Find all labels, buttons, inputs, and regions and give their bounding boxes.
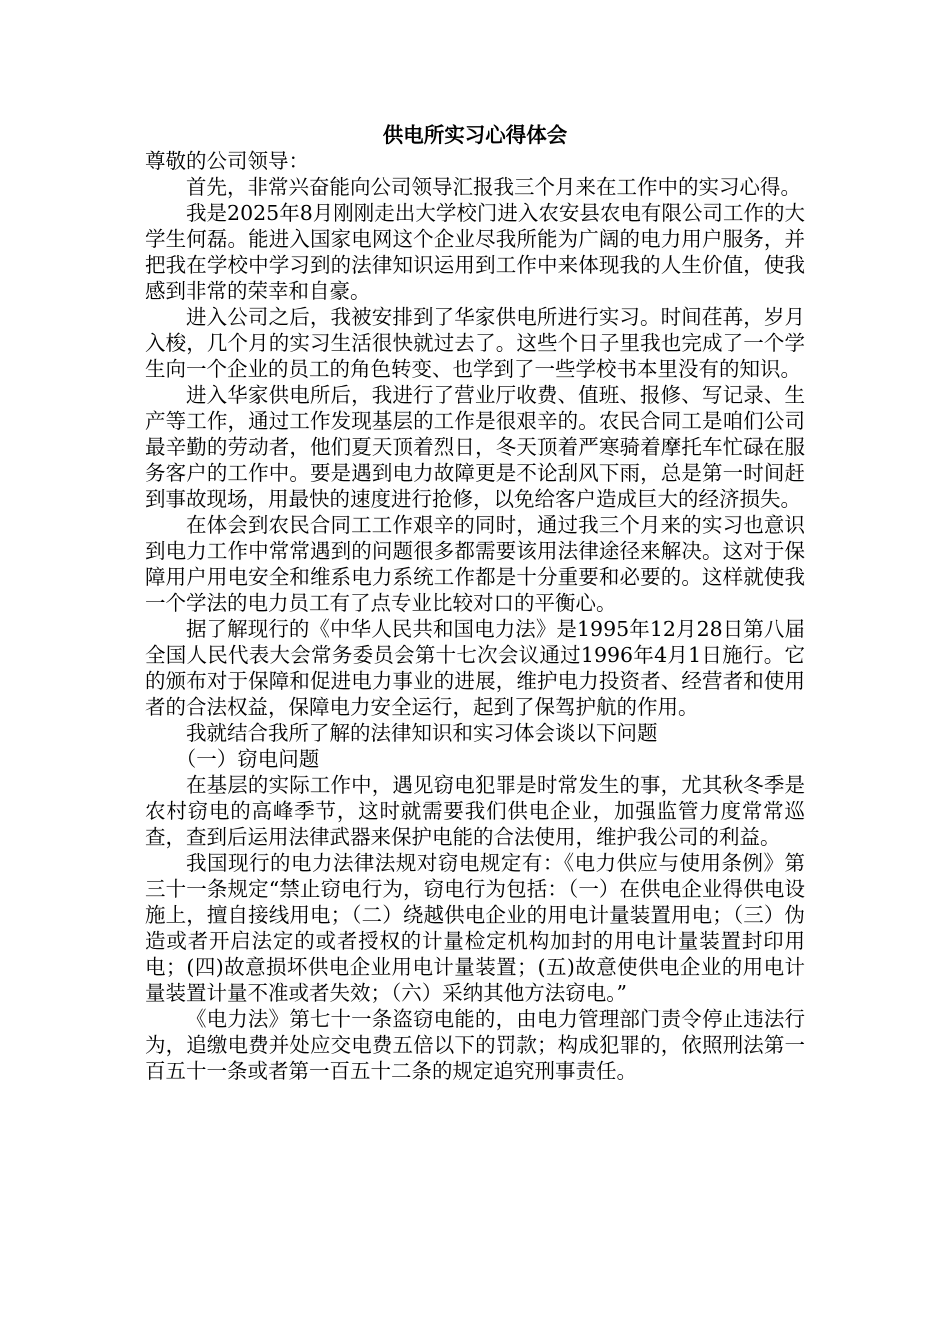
document-title: 供电所实习心得体会 <box>382 123 568 147</box>
paragraph-assignment: 进入公司之后，我被安排到了华家供电所进行实习。时间荏苒，岁月入梭，几个月的实习生活很快就过去了。这些个日子里我也完成了一个学生向一个企业的员工的角色转变、也学到了一些学校书本里没有的知识。 <box>145 305 805 381</box>
document-page <box>145 122 805 1084</box>
paragraph-electricity-law: 据了解现行的《中华人民共和国电力法》是1995年12月28日第八届全国人民代表大会常务委员会第十七次会议通过1996年4月1日施行。它的颁布对于保障和促进电力事业的进展，维护电力投资者、经营者和使用者的合法权益，保障电力安全运行，起到了保驾护航的作用。 <box>145 617 805 719</box>
paragraph-theft-penalty: 《电力法》第七十一条盗窃电能的，由电力管理部门责令停止违法行为，追缴电费并处应交电费五倍以下的罚款；构成犯罪的，依照刑法第一百五十一条或者第一百五十二条的规定追究刑事责任。 <box>145 1007 805 1083</box>
salutation: 尊敬的公司领导： <box>145 149 309 173</box>
paragraph-background: 我是2025年8月刚刚走出大学校门进入农安县农电有限公司工作的大学生何磊。能进入国家电网这个企业尽我所能为广阔的电力用户服务，并把我在学校中学习到的法律知识运用到工作中来体现我的人生价值，使我感到非常的荣幸和自豪。 <box>145 201 805 303</box>
paragraph-theft-practice: 在基层的实际工作中，遇见窃电犯罪是时常发生的事，尤其秋冬季是农村窃电的高峰季节，这时就需要我们供电企业，加强监管力度常常巡查，查到后运用法律武器来保护电能的合法使用，维护我公司的利益。 <box>145 773 805 849</box>
paragraph-legal-need: 在体会到农民合同工工作艰辛的同时，通过我三个月来的实习也意识到电力工作中常常遇到的问题很多都需要该用法律途径来解决。这对于保障用户用电安全和维系电力系统工作都是十分重要和必要的。这样就使我一个学法的电力员工有了点专业比较对口的平衡心。 <box>145 513 805 615</box>
paragraph-topics-intro: 我就结合我所了解的法律知识和实习体会谈以下问题 <box>186 721 658 745</box>
paragraph-work: 进入华家供电所后，我进行了营业厅收费、值班、报修、写记录、生产等工作，通过工作发现基层的工作是很艰辛的。农民合同工是咱们公司最辛勤的劳动者，他们夏天顶着烈日，冬天顶着严寒骑着摩托车忙碌在服务客户的工作中。要是遇到电力故障更是不论刮风下雨，总是第一时间赶到事故现场，用最快的速度进行抢修，以免给客户造成巨大的经济损失。 <box>145 383 805 511</box>
subheading-electricity-theft: （一）窃电问题 <box>175 747 320 771</box>
paragraph-theft-regulations: 我国现行的电力法律法规对窃电规定有：《电力供应与使用条例》第三十一条规定“禁止窃电行为，窃电行为包括：（一）在供电企业得供电设施上，擅自接线用电；（二）绕越供电企业的用电计量装置用电；（三）伪造或者开启法定的或者授权的计量检定机构加封的用电计量装置封印用电；(四)故意损坏供电企业用电计量装置；(五)故意使供电企业的用电计量装置计量不准或者失效；（六）采纳其他方法窃电。” <box>145 851 805 1005</box>
paragraph-intro: 首先，非常兴奋能向公司领导汇报我三个月来在工作中的实习心得。 <box>186 175 801 199</box>
